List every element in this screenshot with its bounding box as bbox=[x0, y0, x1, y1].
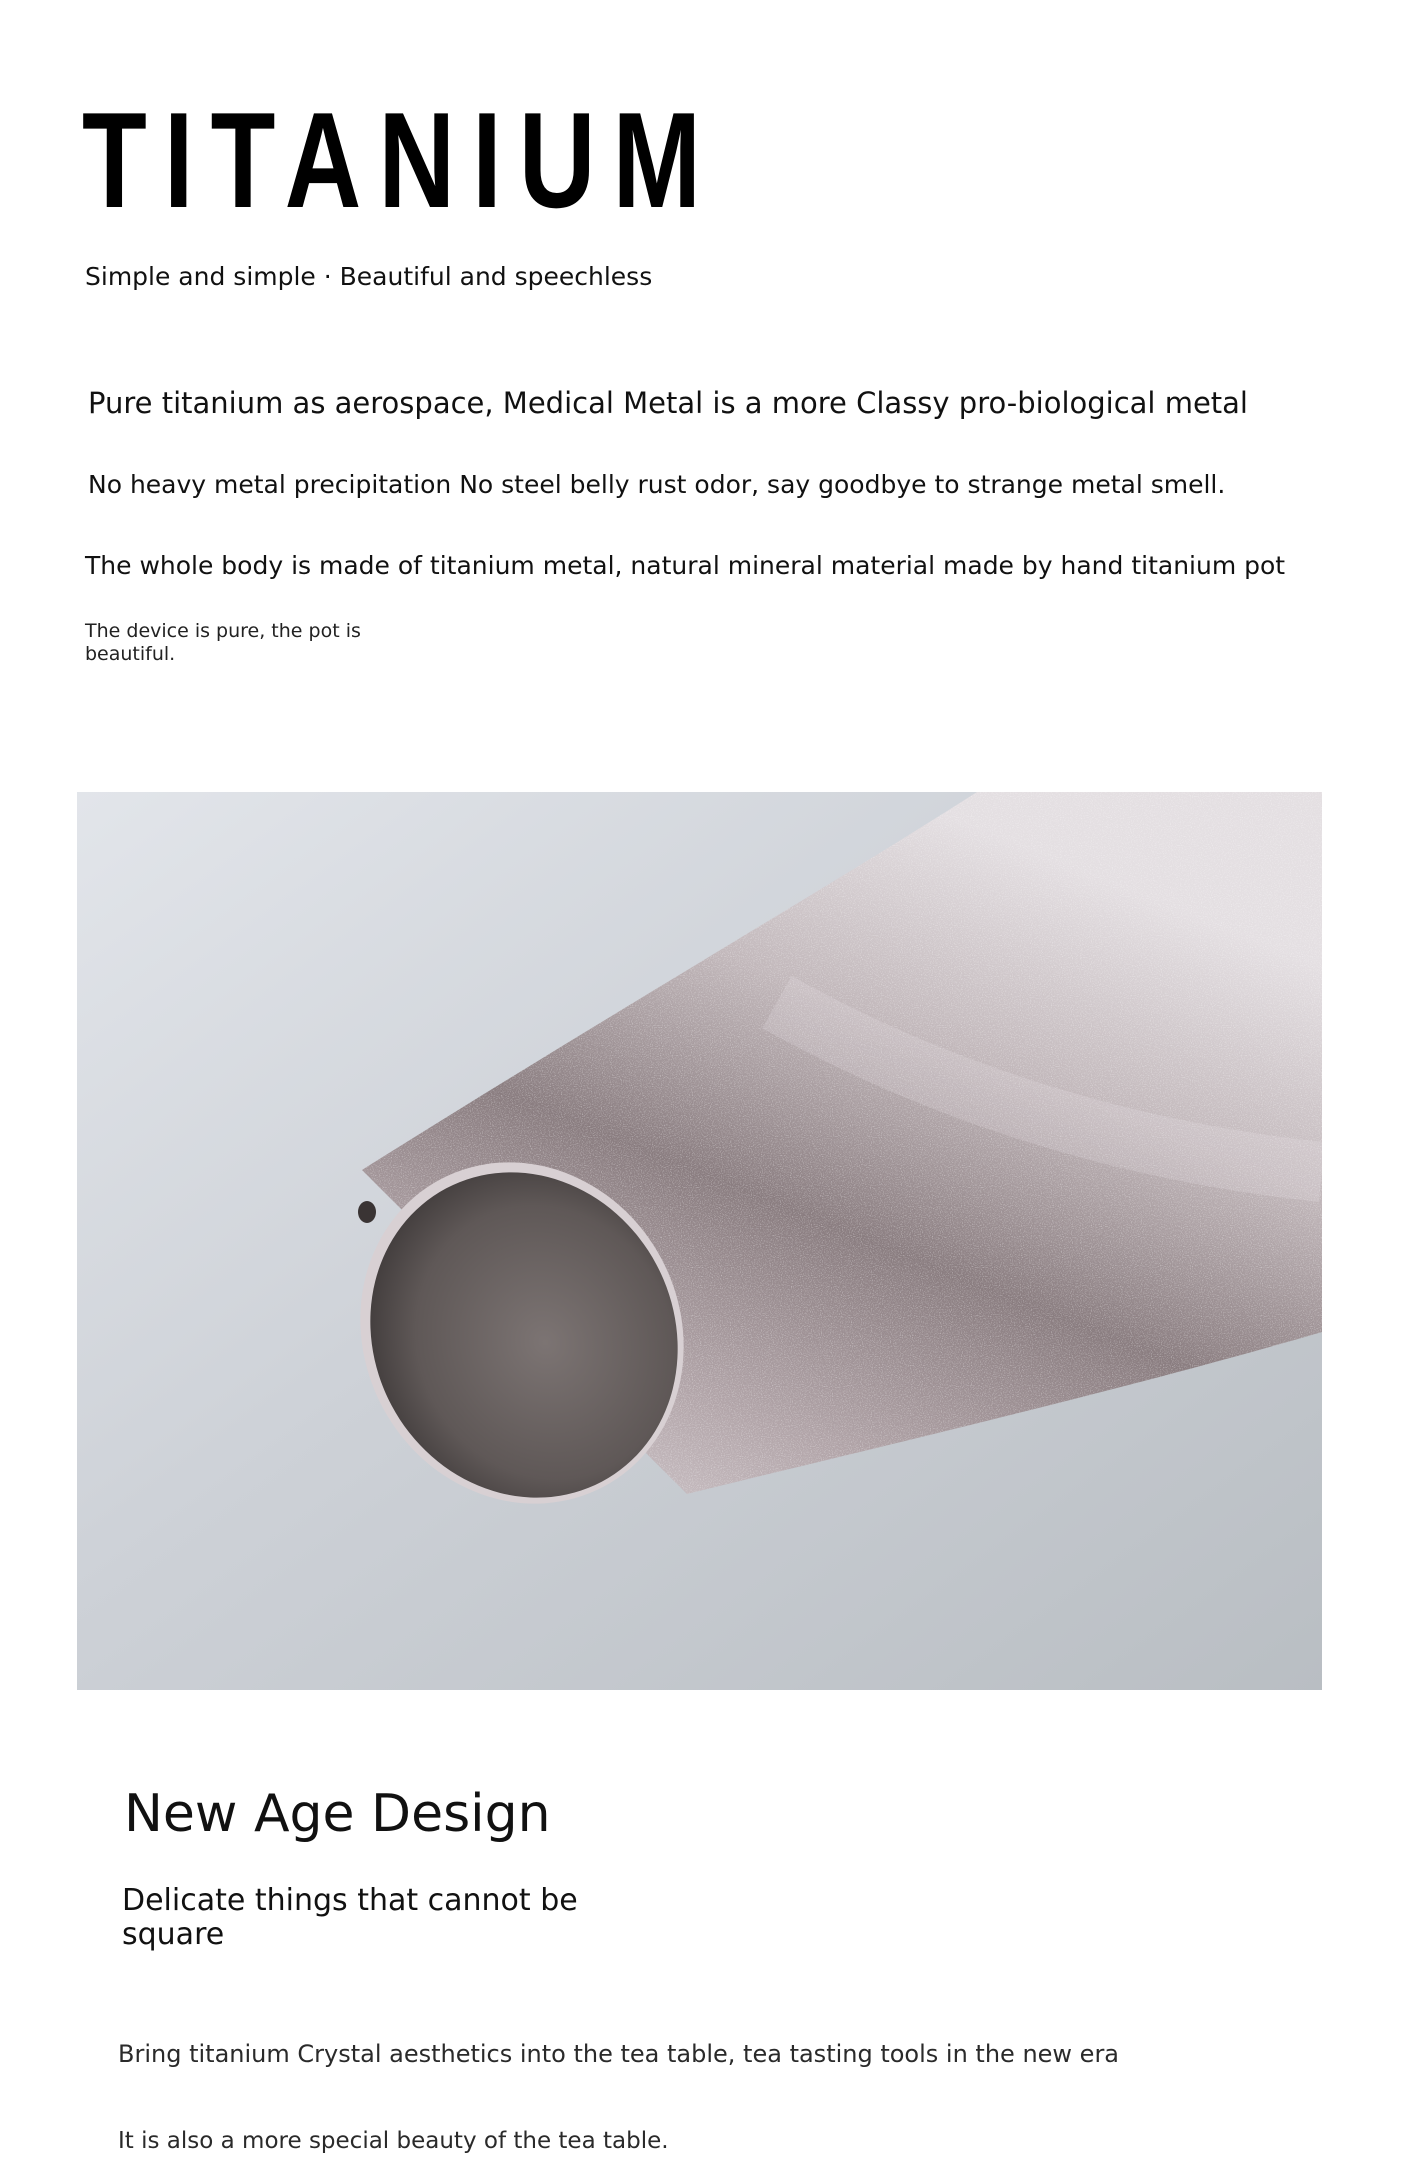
titanium-cup-illustration bbox=[77, 792, 1322, 1690]
intro-note: The device is pure, the pot is beautiful. bbox=[85, 620, 361, 665]
design-paragraph-1: Bring titanium Crystal aesthetics into the tea table, tea tasting tools in the new era bbox=[118, 2040, 1120, 2068]
brand-title: TITANIUM bbox=[82, 84, 719, 236]
titanium-cup-photo bbox=[77, 792, 1322, 1690]
design-title: New Age Design bbox=[124, 1784, 551, 1844]
intro-line-3: The whole body is made of titanium metal, natural mineral material made by hand titanium pot bbox=[85, 551, 1286, 580]
brand-subtitle: Simple and simple · Beautiful and speechless bbox=[85, 262, 653, 291]
design-paragraph-2: It is also a more special beauty of the tea table. bbox=[118, 2128, 669, 2154]
design-tagline: Delicate things that cannot be square bbox=[122, 1883, 578, 1952]
intro-line-2: No heavy metal precipitation No steel belly rust odor, say goodbye to strange metal smell. bbox=[88, 470, 1226, 499]
intro-line-1: Pure titanium as aerospace, Medical Metal is a more Classy pro-biological metal bbox=[88, 386, 1248, 420]
